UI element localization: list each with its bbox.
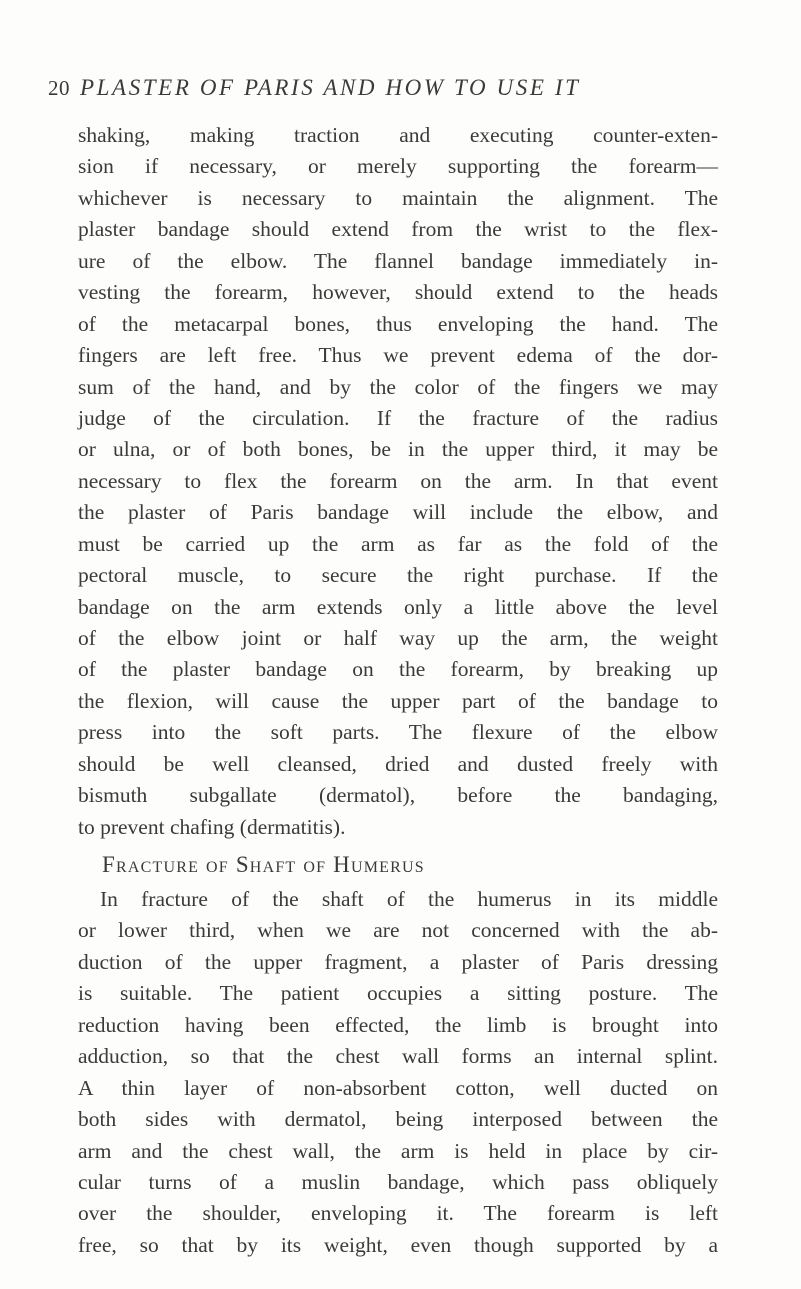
text-line: over the shoulder, enveloping it. The forearm is left	[78, 1201, 718, 1226]
text-line: sum of the hand, and by the color of the fingers we may	[78, 374, 718, 399]
text-line: plaster bandage should extend from the wrist to the flex-	[78, 217, 718, 242]
text-line: of the plaster bandage on the forearm, by breaking up	[78, 657, 718, 682]
text-line: press into the soft parts. The flexure of the elbow	[78, 720, 718, 745]
text-line: fingers are left free. Thus we prevent edema of the dor-	[78, 343, 718, 368]
text-line: ure of the elbow. The flannel bandage immediately in-	[78, 248, 718, 273]
text-line: shaking, making traction and executing counter-exten-	[78, 123, 718, 147]
text-line: bandage on the arm extends only a little above the level	[78, 594, 718, 619]
text-line: cular turns of a muslin bandage, which pass obliquely	[78, 1169, 718, 1194]
running-head	[48, 76, 748, 110]
text-line: In fracture of the shaft of the humerus in its middle	[100, 887, 718, 911]
text-line: is suitable. The patient occupies a sitting posture. The	[78, 981, 718, 1006]
text-line: the plaster of Paris bandage will include the elbow, and	[78, 500, 718, 525]
text-line: should be well cleansed, dried and dusted freely with	[78, 751, 718, 776]
text-line: of the elbow joint or half way up the arm, the weight	[78, 626, 718, 650]
text-line: A thin layer of non-absorbent cotton, well ducted on	[78, 1075, 718, 1100]
text-line: vesting the forearm, however, should extend to the heads	[78, 280, 718, 305]
paragraph-humerus-fracture	[78, 884, 718, 1261]
running-title: PLASTER OF PARIS AND HOW TO USE IT	[80, 75, 581, 100]
text-line: free, so that by its weight, even though supported by a	[78, 1232, 718, 1257]
text-line: must be carried up the arm as far as the fold of the	[78, 531, 718, 556]
paragraph-forearm-bandage	[78, 120, 718, 843]
page-number: 20	[48, 76, 70, 100]
text-line: to prevent chafing (dermatitis).	[78, 814, 346, 839]
text-line: of the metacarpal bones, thus enveloping the hand. The	[78, 311, 718, 336]
text-line: bismuth subgallate (dermatol), before the bandaging,	[78, 783, 718, 808]
text-line: or lower third, when we are not concerned with the ab-	[78, 918, 718, 943]
text-line: adduction, so that the chest wall forms an internal splint.	[78, 1044, 718, 1069]
text-line: whichever is necessary to maintain the alignment. The	[78, 185, 718, 210]
text-line: arm and the chest wall, the arm is held in place by cir-	[78, 1138, 718, 1163]
text-line: judge of the circulation. If the fracture of the radius	[78, 405, 718, 430]
section-heading: Fracture of Shaft of Humerus	[102, 852, 425, 877]
text-line: or ulna, or of both bones, be in the upper third, it may be	[78, 437, 718, 462]
text-line: pectoral muscle, to secure the right purchase. If the	[78, 563, 718, 588]
text-line: the flexion, will cause the upper part of the bandage to	[78, 688, 718, 713]
text-line: reduction having been effected, the limb is brought into	[78, 1012, 718, 1037]
text-line: necessary to flex the forearm on the arm. In that event	[78, 468, 718, 493]
text-line: sion if necessary, or merely supporting the forearm—	[78, 154, 718, 179]
text-line: both sides with dermatol, being interposed between the	[78, 1107, 718, 1132]
text-line: duction of the upper fragment, a plaster of Paris dressing	[78, 949, 718, 974]
